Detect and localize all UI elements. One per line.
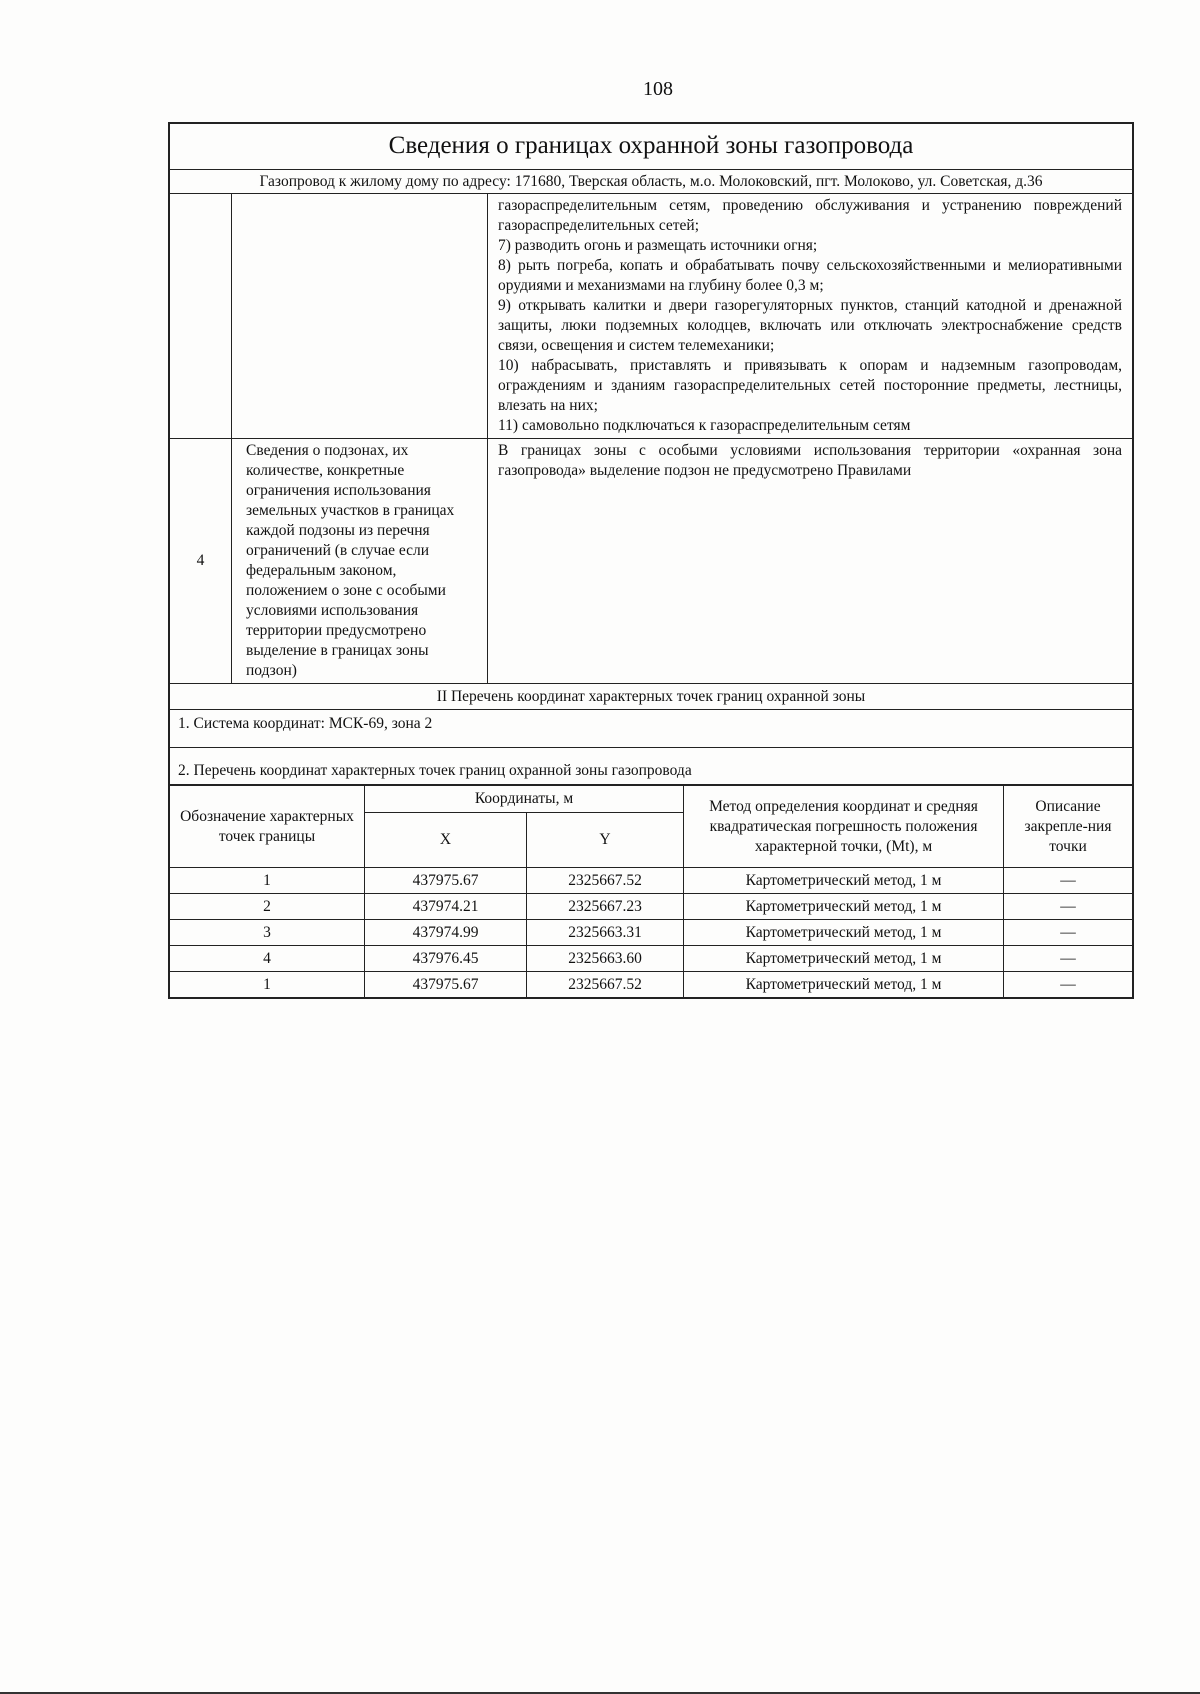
restriction-item: 7) разводить огонь и размещать источники огня;	[498, 237, 818, 254]
point-description: —	[1004, 920, 1133, 946]
header-method-text: Метод определения координат и средняя квадратическая погрешность положения характерной точки, (Mt), м	[709, 797, 978, 855]
point-description: —	[1004, 894, 1133, 920]
restriction-item: 11) самовольно подключаться к газораспределительным сетям	[498, 417, 911, 434]
restrictions-list	[488, 194, 1133, 439]
point-method: Картометрический метод, 1 м	[684, 972, 1004, 998]
point-number: 4	[170, 946, 365, 972]
point-description: —	[1004, 868, 1133, 894]
point-number: 3	[170, 920, 365, 946]
info-table	[169, 123, 1133, 785]
row-name-empty	[232, 194, 488, 439]
point-x: 437975.67	[365, 972, 527, 998]
header-description: Описание закрепле-ния точки	[1004, 786, 1133, 868]
point-method: Картометрический метод, 1 м	[684, 868, 1004, 894]
table-row	[170, 920, 1133, 946]
page-number: 108	[643, 78, 673, 100]
point-number: 1	[170, 972, 365, 998]
point-method: Картометрический метод, 1 м	[684, 920, 1004, 946]
point-x: 437974.99	[365, 920, 527, 946]
point-y: 2325663.60	[527, 946, 684, 972]
point-y: 2325667.52	[527, 972, 684, 998]
header-x: X	[365, 813, 527, 868]
point-description: —	[1004, 946, 1133, 972]
header-coordinates: Координаты, м	[365, 786, 684, 813]
protection-zone-table	[168, 122, 1134, 999]
row-number-empty	[170, 194, 232, 439]
document-title: Сведения о границах охранной зоны газопровода	[170, 124, 1133, 170]
coordinate-system: 1. Система координат: МСК-69, зона 2	[170, 710, 1133, 748]
point-description: —	[1004, 972, 1133, 998]
subzones-label: Сведения о подзонах, их количестве, конкретные ограничения использования земельных участков в границах каждой подзоны из перечня ограничений (в случае если федеральным законом, положением о зоне с особыми условиями использования территории предусмотрено выделение в границах зоны подзон)	[232, 439, 488, 684]
point-y: 2325667.52	[527, 868, 684, 894]
table-row	[170, 868, 1133, 894]
restriction-item: 9) открывать калитки и двери газорегуляторных пунктов, станций катодной и дренажной защиты, люки подземных колодцев, включать или отключать электроснабжение средств связи, освещения и систем телемеханики;	[498, 297, 1122, 354]
point-y: 2325663.31	[527, 920, 684, 946]
table-row	[170, 894, 1133, 920]
table-row	[170, 972, 1133, 998]
table-row	[170, 946, 1133, 972]
point-y: 2325667.23	[527, 894, 684, 920]
restriction-item: 10) набрасывать, приставлять и привязывать к опорам и надземным газопроводам, ограждениям и зданиям газораспределительных сетей посторонние предметы, лестницы, влезать на них;	[498, 357, 1122, 414]
point-x: 437976.45	[365, 946, 527, 972]
subzones-description: В границах зоны с особыми условиями использования территории «охранная зона газопровода» выделение подзон не предусмотрено Правилами	[488, 439, 1133, 684]
section-2-title: II Перечень координат характерных точек границ охранной зоны	[170, 684, 1133, 710]
subzones-row	[170, 439, 1133, 684]
point-number: 2	[170, 894, 365, 920]
header-y: Y	[527, 813, 684, 868]
restriction-item: 8) рыть погреба, копать и обрабатывать почву сельскохозяйственными и мелиоративными орудиями и механизмами на глубину более 0,3 м;	[498, 257, 1122, 294]
coordinates-table	[169, 785, 1133, 998]
object-address: Газопровод к жилому дому по адресу: 171680, Тверская область, м.о. Молоковский, пгт. Молоково, ул. Советская, д.36	[170, 170, 1133, 194]
header-method	[684, 786, 1004, 868]
header-designation: Обозначение характерных точек границы	[170, 786, 365, 868]
restrictions-row	[170, 194, 1133, 439]
point-method: Картометрический метод, 1 м	[684, 946, 1004, 972]
point-x: 437974.21	[365, 894, 527, 920]
restriction-item: газораспределительным сетям, проведению обслуживания и устранению повреждений газораспределительных сетей;	[498, 197, 1122, 234]
point-x: 437975.67	[365, 868, 527, 894]
coordinate-list-title: 2. Перечень координат характерных точек границ охранной зоны газопровода	[170, 748, 1133, 785]
row-number: 4	[170, 439, 232, 684]
point-method: Картометрический метод, 1 м	[684, 894, 1004, 920]
point-number: 1	[170, 868, 365, 894]
